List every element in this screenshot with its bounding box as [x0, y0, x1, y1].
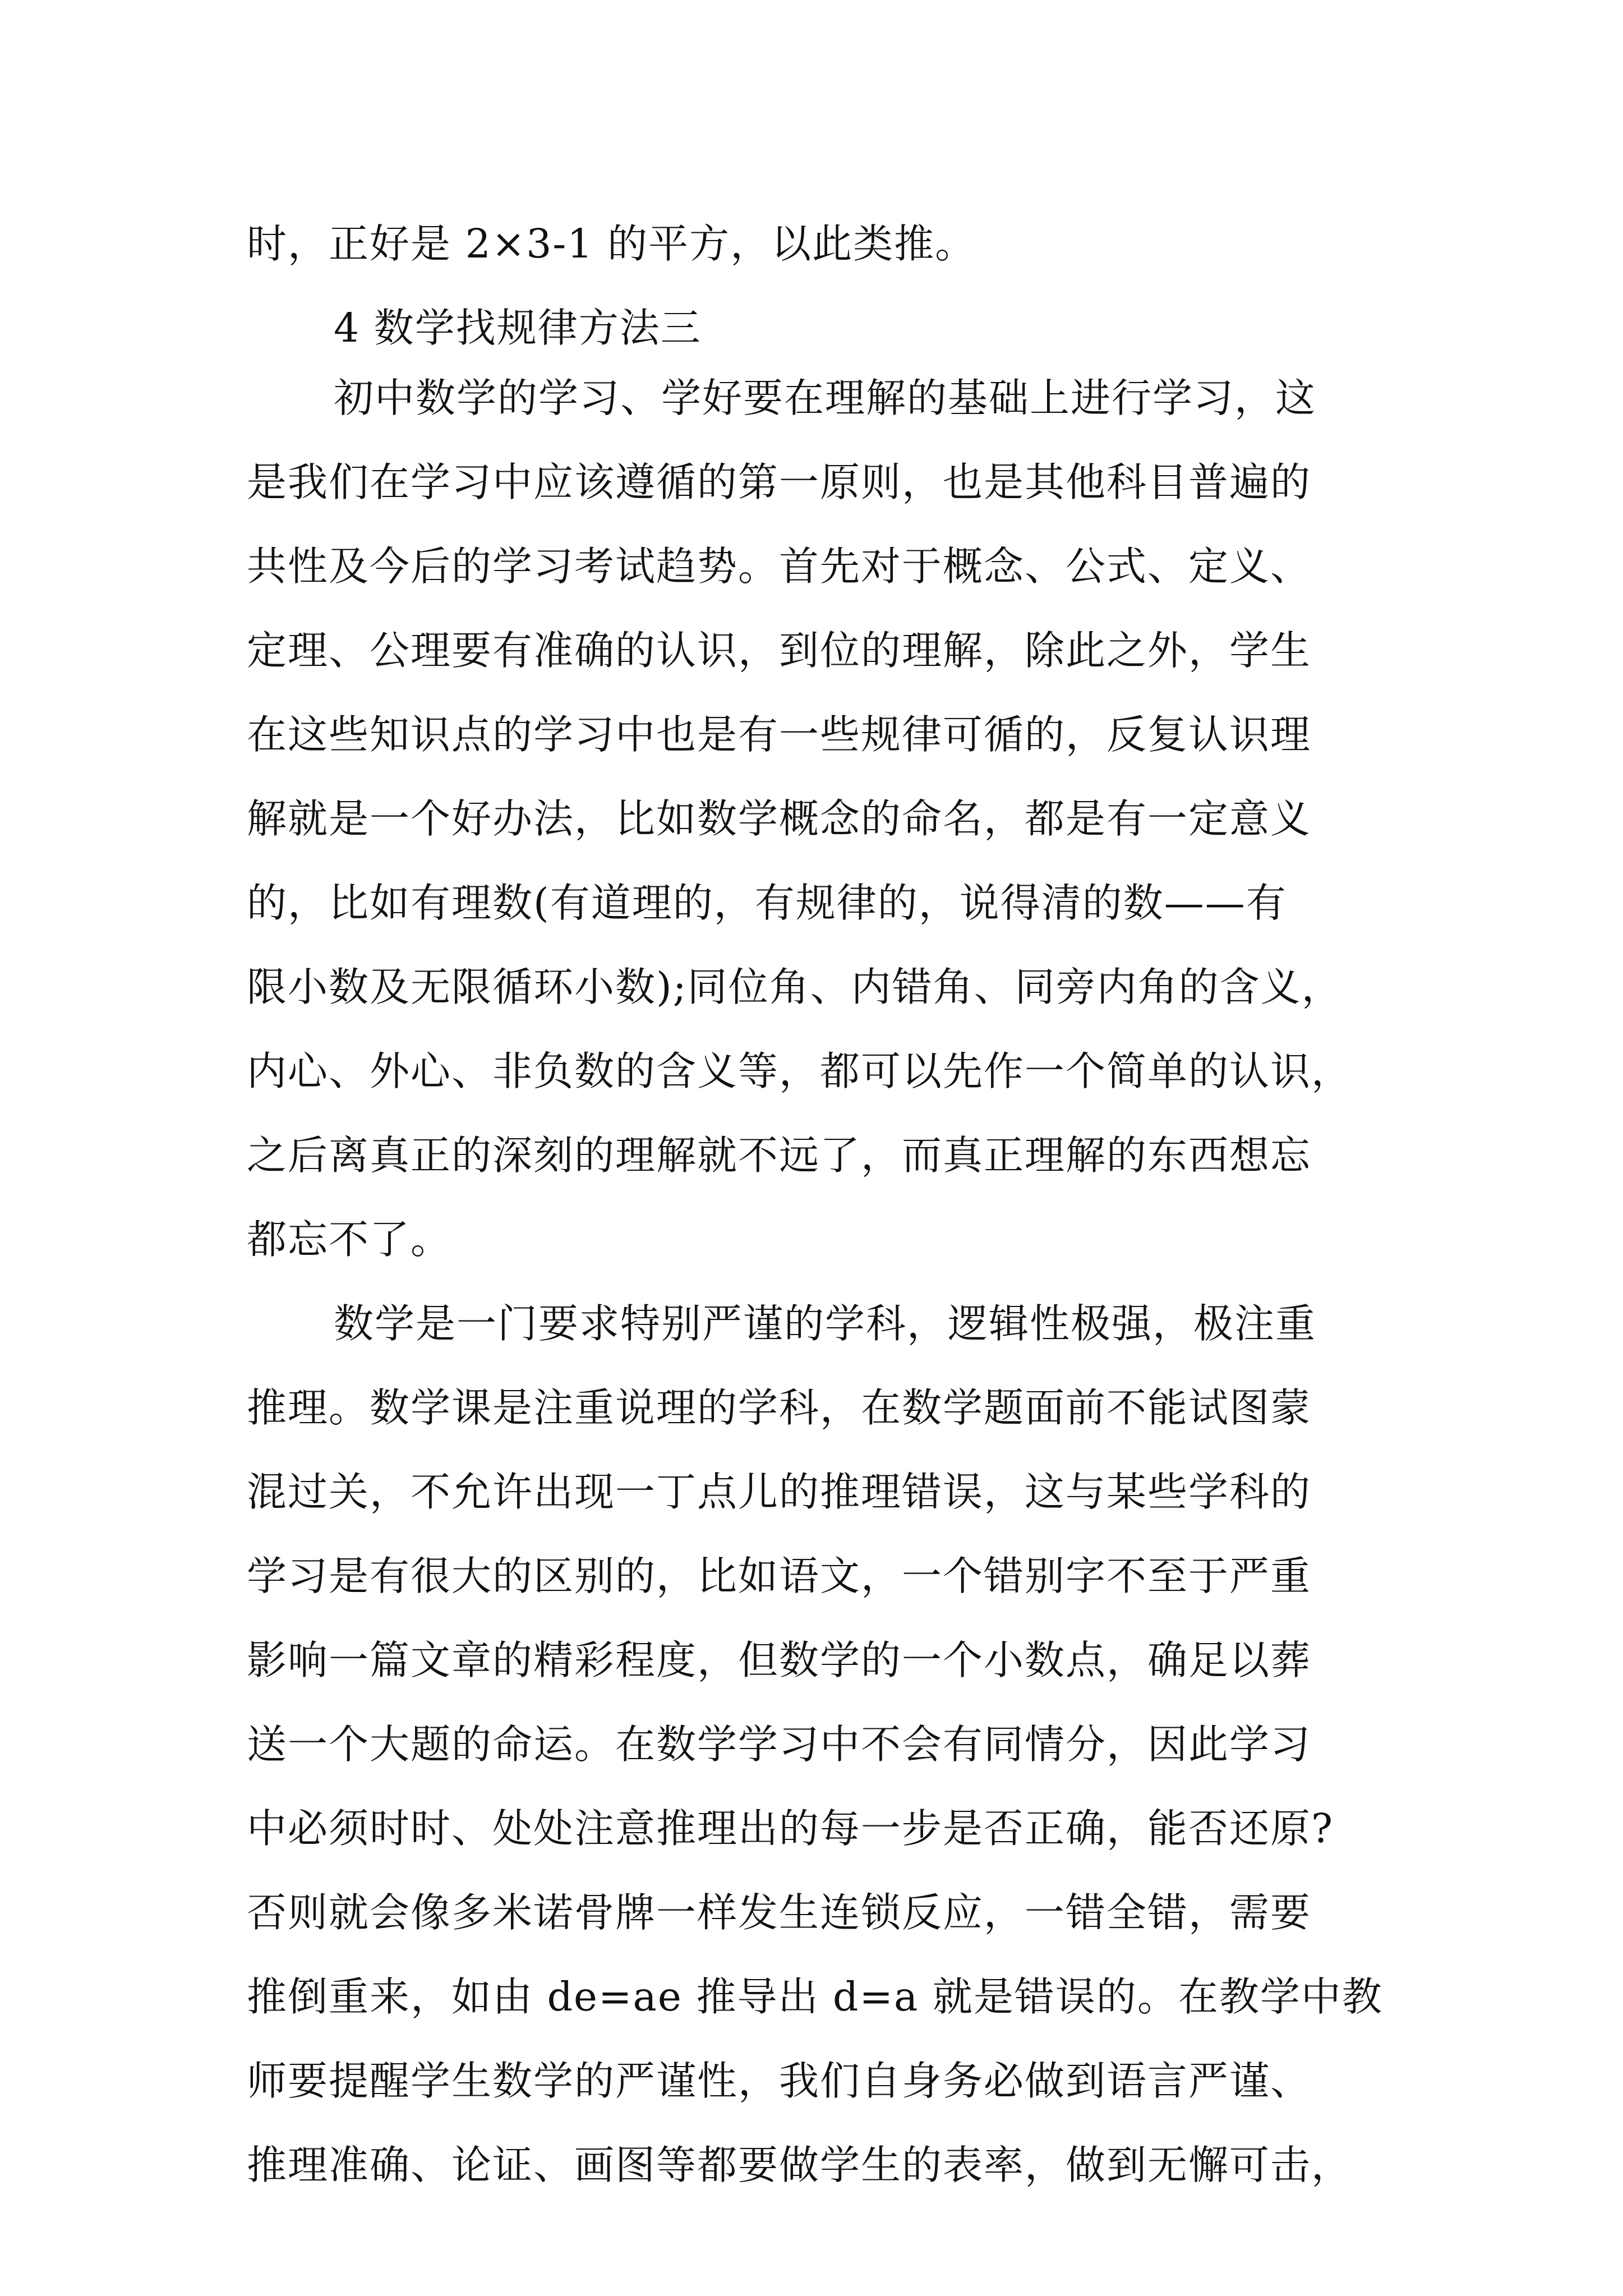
text-line: 中必须时时、处处注意推理出的每一步是否正确，能否还原?	[247, 1805, 1334, 1852]
text-line: 共性及今后的学习考试趋势。首先对于概念、公式、定义、	[247, 543, 1312, 590]
text-line: 限小数及无限循环小数);同位角、内错角、同旁内角的含义，	[247, 964, 1343, 1010]
text-line: 是我们在学习中应该遵循的第一原则，也是其他科目普遍的	[247, 459, 1312, 505]
text-line: 之后离真正的深刻的理解就不远了，而真正理解的东西想忘	[247, 1132, 1312, 1179]
text-line: 都忘不了。	[247, 1216, 452, 1263]
text-line: 数学是一门要求特别严谨的学科，逻辑性极强，极注重	[334, 1300, 1317, 1347]
text-line: 定理、公理要有准确的认识，到位的理解，除此之外，学生	[247, 627, 1312, 674]
text-line: 师要提醒学生数学的严谨性，我们自身务必做到语言严谨、	[247, 2058, 1312, 2104]
text-line: 送一个大题的命运。在数学学习中不会有同情分，因此学习	[247, 1721, 1312, 1768]
text-line: 学习是有很大的区别的，比如语文，一个错别字不至于严重	[247, 1553, 1312, 1599]
text-line: 内心、外心、非负数的含义等，都可以先作一个简单的认识，	[247, 1048, 1353, 1094]
text-line: 推理准确、论证、画图等都要做学生的表率，做到无懈可击，	[247, 2142, 1353, 2188]
text-line: 推理。数学课是注重说理的学科，在数学题面前不能试图蒙	[247, 1384, 1312, 1431]
text-line: 解就是一个好办法，比如数学概念的命名，都是有一定意义	[247, 795, 1312, 842]
text-line: 混过关，不允许出现一丁点儿的推理错误，这与某些学科的	[247, 1469, 1312, 1515]
text-line: 在这些知识点的学习中也是有一些规律可循的，反复认识理	[247, 711, 1312, 758]
text-line: 初中数学的学习、学好要在理解的基础上进行学习，这	[334, 375, 1317, 421]
text-line: 否则就会像多米诺骨牌一样发生连锁反应，一错全错，需要	[247, 1889, 1312, 1936]
section-heading: 4 数学找规律方法三	[334, 305, 702, 351]
text-line: 推倒重来，如由 de=ae 推导出 d=a 就是错误的。在教学中教	[247, 1973, 1383, 2020]
text-line: 的，比如有理数(有道理的，有规律的，说得清的数——有	[247, 880, 1287, 926]
text-line: 时，正好是 2×3-1 的平方，以此类推。	[247, 220, 976, 267]
text-line: 影响一篇文章的精彩程度，但数学的一个小数点，确足以葬	[247, 1637, 1312, 1683]
